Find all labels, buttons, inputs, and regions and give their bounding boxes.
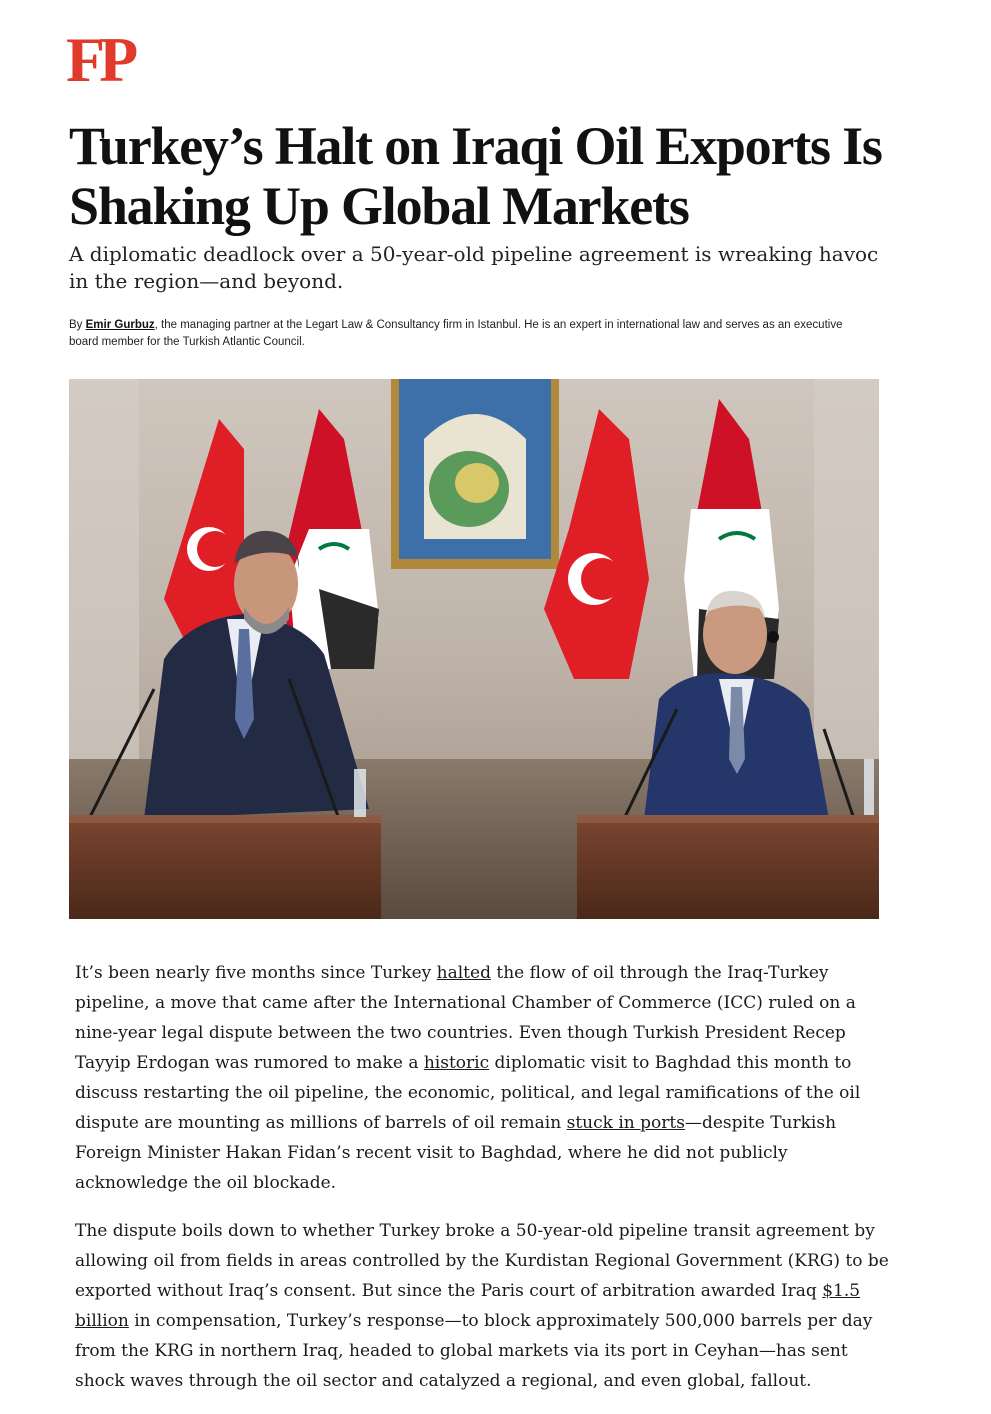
paragraph-text: in compensation, Turkey’s response—to block approximately 500,000 barrels per day from the KRG in northern Iraq, headed to global markets via its port in Ceyhan—has sent shock waves through the oil sector and catalyzed a regional, and even global, fallout. xyxy=(75,1311,873,1391)
paragraph-text: diplomatic visit to Baghdad this month to discuss restarting the oil pipeline, the economic, political, and legal ramifications of the oil dispute are mounting as millions of barrels of oil remain xyxy=(75,1053,861,1133)
article-headline: Turkey’s Halt on Iraqi Oil Exports Is Shaking Up Global Markets xyxy=(69,116,882,236)
inline-link[interactable]: $1.5 billion xyxy=(75,1281,861,1331)
byline-prefix: By xyxy=(69,319,86,331)
author-link[interactable]: Emir Gurbuz xyxy=(85,319,155,331)
paragraph-text: It’s been nearly five months since Turkey xyxy=(75,963,437,983)
article-paragraph xyxy=(75,958,890,1198)
article-body xyxy=(75,958,890,1414)
inline-link[interactable]: halted xyxy=(436,963,491,983)
author-bio: , the managing partner at the Legart Law & Consultancy firm in Istanbul. He is an expert in international law and serves as an executive board member for the Turkish Atlantic Council. xyxy=(69,319,843,348)
fp-logo[interactable]: FP xyxy=(66,24,133,95)
byline xyxy=(69,317,869,351)
inline-link[interactable]: historic xyxy=(423,1053,490,1073)
article-dek: A diplomatic deadlock over a 50-year-old pipeline agreement is wreaking havoc in the region—and beyond. xyxy=(69,242,879,293)
inline-link[interactable]: stuck in ports xyxy=(566,1113,685,1133)
paragraph-text: —despite Turkish Foreign Minister Hakan Fidan’s recent visit to Baghdad, where he did not publicly acknowledge the oil blockade. xyxy=(75,1113,837,1193)
hero-photo xyxy=(69,379,879,919)
paragraph-text: The dispute boils down to whether Turkey broke a 50-year-old pipeline transit agreement by allowing oil from fields in areas controlled by the Kurdistan Regional Government (KRG) to be exported without Iraq’s consent. But since the Paris court of arbitration awarded Iraq xyxy=(75,1221,889,1301)
article-paragraph xyxy=(75,1216,890,1396)
paragraph-text: the flow of oil through the Iraq-Turkey pipeline, a move that came after the International Chamber of Commerce (ICC) ruled on a nine-year legal dispute between the two countries. Even though Turkish President Recep Tayyip Erdogan was rumored to make a xyxy=(75,963,856,1073)
